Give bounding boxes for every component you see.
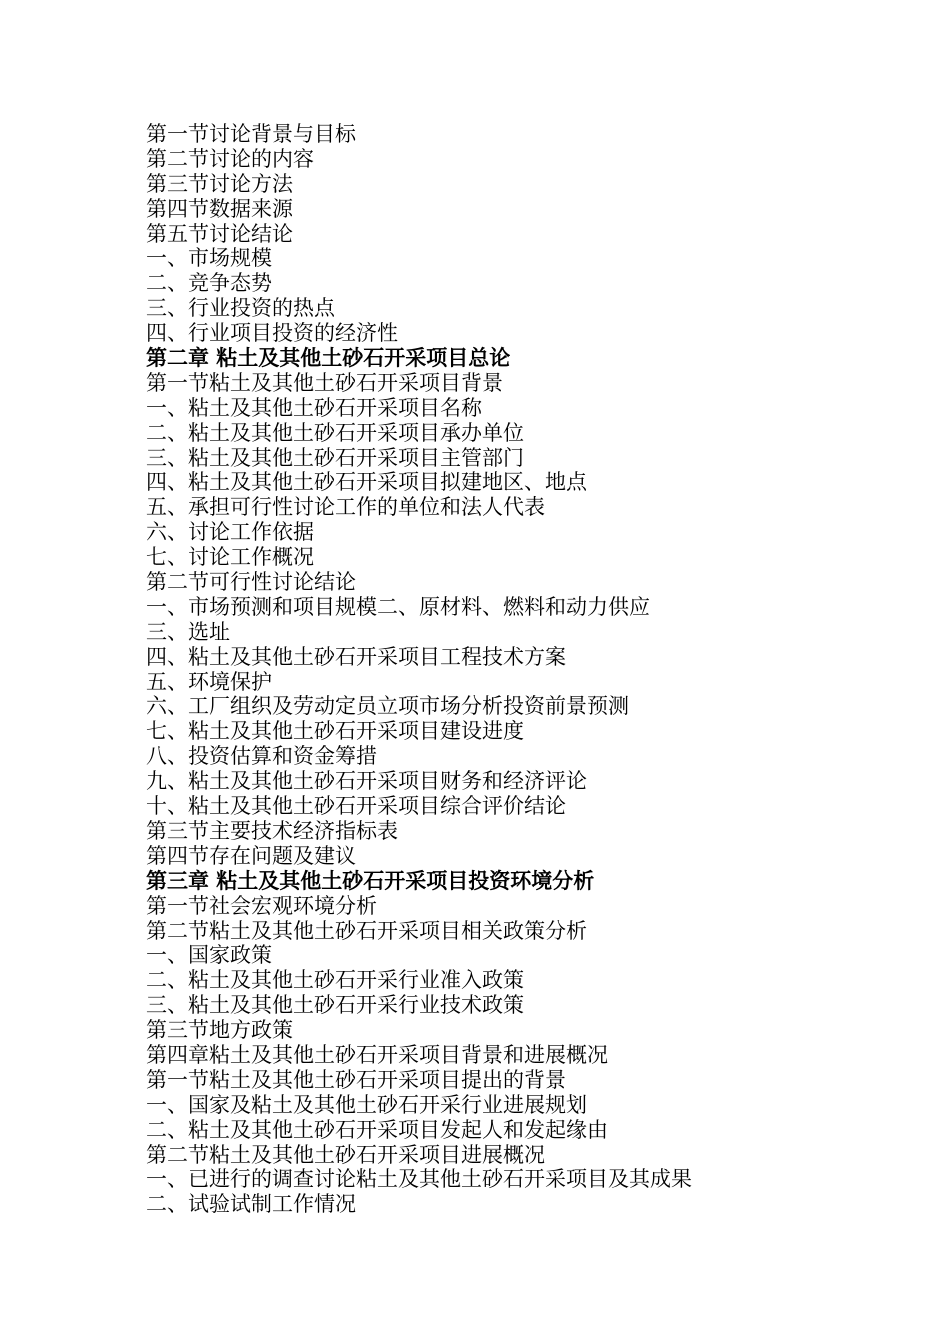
toc-line: 第三节讨论方法 [146,171,293,196]
toc-line: 九、粘土及其他土砂石开采项目财务和经济评论 [146,769,587,794]
toc-list [146,122,926,1217]
toc-line: 四、粘土及其他土砂石开采项目工程技术方案 [146,644,566,669]
toc-line: 二、粘土及其他土砂石开采行业准入政策 [146,968,524,993]
chapter-heading: 第二章 粘土及其他土砂石开采项目总论 [146,345,511,371]
toc-line: 十、粘土及其他土砂石开采项目综合评价结论 [146,794,566,819]
toc-line: 二、粘土及其他土砂石开采项目发起人和发起缘由 [146,1117,608,1142]
toc-line: 七、粘土及其他土砂石开采项目建设进度 [146,719,524,744]
toc-line: 四、粘土及其他土砂石开采项目拟建地区、地点 [146,470,587,495]
toc-line: 第四节存在问题及建议 [146,843,356,868]
toc-line: 第四章粘土及其他土砂石开采项目背景和进展概况 [146,1042,608,1067]
toc-line: 一、已进行的调查讨论粘土及其他土砂石开采项目及其成果 [146,1167,692,1192]
chapter-heading: 第三章 粘土及其他土砂石开采项目投资环境分析 [146,867,595,893]
toc-line: 六、讨论工作依据 [146,520,314,545]
toc-line: 一、市场预测和项目规模二、原材料、燃料和动力供应 [146,594,650,619]
toc-line: 二、竞争态势 [146,271,272,296]
toc-line: 七、讨论工作概况 [146,545,314,570]
toc-line: 一、市场规模 [146,246,272,271]
toc-line: 第一节粘土及其他土砂石开采项目背景 [146,370,503,395]
toc-line: 二、粘土及其他土砂石开采项目承办单位 [146,420,524,445]
toc-line: 第一节讨论背景与目标 [146,122,356,146]
toc-line: 第一节社会宏观环境分析 [146,893,377,918]
toc-line: 第二节粘土及其他土砂石开采项目进展概况 [146,1142,545,1167]
toc-line: 三、粘土及其他土砂石开采项目主管部门 [146,445,524,470]
toc-line: 第四节数据来源 [146,196,293,221]
toc-line: 第一节粘土及其他土砂石开采项目提出的背景 [146,1067,566,1092]
document-page [146,122,926,1217]
toc-line: 第二节讨论的内容 [146,146,314,171]
toc-line: 八、投资估算和资金筹措 [146,744,377,769]
toc-line: 第二节粘土及其他土砂石开采项目相关政策分析 [146,918,587,943]
toc-line: 三、粘土及其他土砂石开采行业技术政策 [146,993,524,1018]
toc-line: 第三节地方政策 [146,1018,293,1043]
toc-line: 五、承担可行性讨论工作的单位和法人代表 [146,495,545,520]
toc-line: 二、试验试制工作情况 [146,1192,356,1217]
toc-line: 一、国家政策 [146,943,272,968]
toc-line: 第五节讨论结论 [146,221,293,246]
toc-line: 五、环境保护 [146,669,272,694]
toc-line: 一、粘土及其他土砂石开采项目名称 [146,395,482,420]
toc-line: 一、国家及粘土及其他土砂石开采行业进展规划 [146,1092,587,1117]
toc-line: 三、选址 [146,619,230,644]
toc-line: 六、工厂组织及劳动定员立项市场分析投资前景预测 [146,694,629,719]
toc-line: 三、行业投资的热点 [146,296,335,321]
toc-line: 第三节主要技术经济指标表 [146,818,398,843]
toc-line: 第二节可行性讨论结论 [146,570,356,595]
toc-line: 四、行业项目投资的经济性 [146,321,398,346]
